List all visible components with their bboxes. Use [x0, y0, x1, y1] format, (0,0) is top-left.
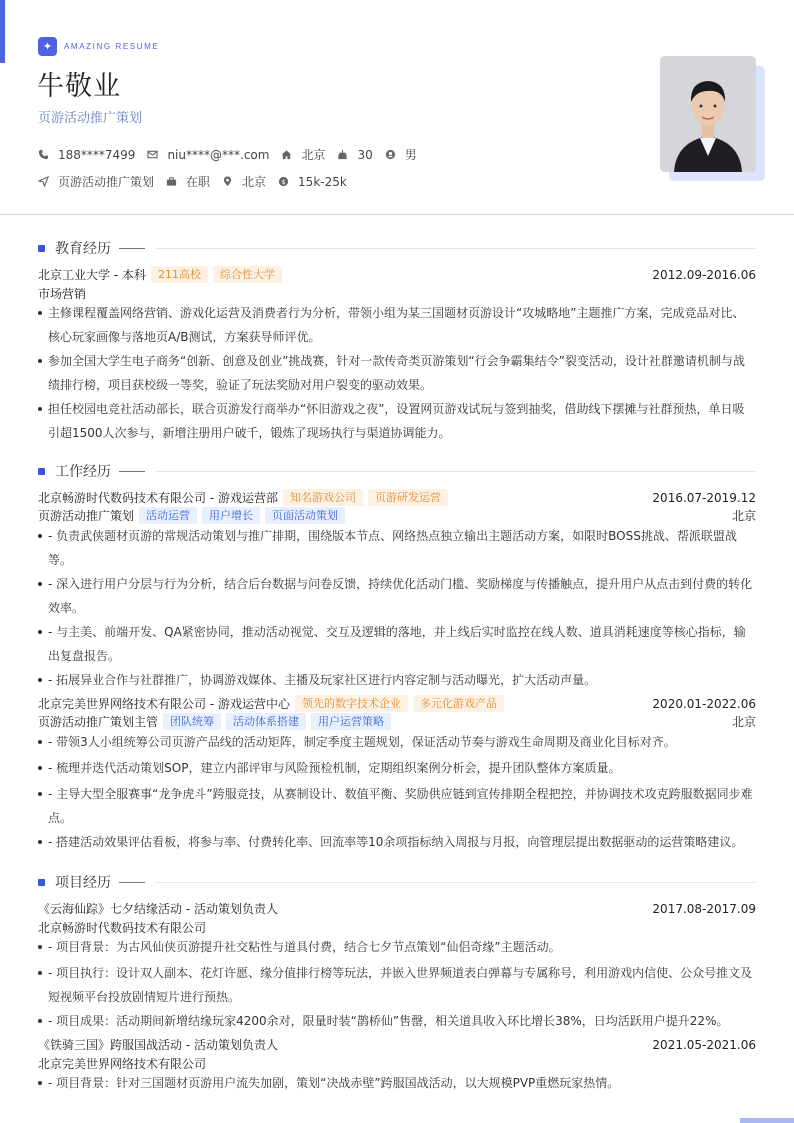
school-tag: 211高校 [151, 266, 208, 283]
target-role-value: 页游活动推广策划 [58, 175, 155, 189]
money-icon [278, 176, 289, 187]
job-bullet: - 主导大型全服赛事“龙争虎斗”跨服竞技，从赛制设计、数值平衡、奖励供应链到宣传排期全程把控，并协调技术攻克跨服数据同步难点。 [38, 782, 756, 830]
job-bullet: - 深入进行用户分层与行为分析，结合后台数据与问卷反馈，持续优化活动门槛、奖励梯度与传播触点，提升用户从点击到付费的转化效率。 [38, 572, 756, 620]
role-tag: 活动运营 [139, 507, 197, 524]
job-city: 北京 [731, 715, 756, 729]
salary-value: 15k-25k [298, 174, 347, 189]
contact-row [38, 146, 429, 163]
section-line [155, 471, 756, 472]
project-bullet: - 项目成果：活动期间新增结缘玩家4200余对，限量时装“鹊桥仙”售罄，相关道具收入环比增长38%，日均活跃用户提升22%。 [38, 1009, 756, 1033]
project-period: 2017.08-2017.09 [652, 901, 756, 916]
brand [38, 37, 159, 56]
project-period: 2021.05-2021.06 [652, 1037, 756, 1052]
intent-row [38, 173, 359, 190]
education-bullet: 主修课程覆盖网络营销、游戏化运营及消费者行为分析，带领小组为某三国题材页游设计“攻城略地”主题推广方案，完成竞品对比、核心玩家画像与落地页A/B测试，方案获导师评优。 [38, 301, 756, 349]
role-tag: 活动体系搭建 [226, 713, 306, 730]
job-role: 页游活动推广策划主管 [38, 715, 159, 729]
job-period: 2020.01-2022.06 [652, 696, 756, 711]
target-city-info [222, 173, 266, 190]
send-icon [38, 176, 49, 187]
avatar [660, 56, 756, 172]
age-info [337, 148, 372, 162]
city-value: 北京 [301, 148, 326, 162]
job-role-row [38, 712, 756, 731]
job-role-row [38, 506, 756, 525]
gender-icon [385, 149, 396, 160]
resume-header [0, 0, 794, 215]
svg-text:$: $ [281, 177, 286, 186]
company-tag: 多元化游戏产品 [413, 695, 504, 712]
job-bullet: - 搭建活动效果评估看板，将参与率、付费转化率、回流率等10余项指标纳入周报与月报，向管理层提出数据驱动的运营策略建议。 [38, 830, 756, 854]
section-projects [38, 872, 756, 892]
role-tag: 用户增长 [202, 507, 260, 524]
candidate-title: 页游活动推广策划 [38, 111, 143, 126]
bottom-accent-bar [740, 1118, 794, 1123]
section-dash [119, 248, 145, 249]
role-tag: 页面活动策划 [265, 507, 345, 524]
job-bullet: - 梳理并迭代活动策划SOP，建立内部评审与风险预检机制，定期组织案例分析会，提升团队整体方案质量。 [38, 756, 756, 780]
job-header [38, 694, 756, 713]
project-name: 《云海仙踪》七夕结缘活动 - 活动策划负责人 [38, 902, 278, 916]
section-dot [38, 468, 45, 475]
job-period: 2016.07-2019.12 [652, 490, 756, 505]
section-work [38, 461, 756, 481]
phone-value: 188****7499 [58, 147, 136, 162]
project-company: 北京畅游时代数码技术有限公司 [38, 921, 207, 935]
gender-info [385, 146, 417, 163]
brand-text: AMAZING RESUME [64, 42, 160, 51]
section-dot [38, 245, 45, 252]
section-dash [119, 471, 145, 472]
target-city-value: 北京 [242, 175, 267, 189]
section-dot [38, 879, 45, 886]
project-bullet: - 项目背景：为古风仙侠页游提升社交粘性与道具付费，结合七夕节点策划“仙侣奇缘”主题活动。 [38, 935, 756, 959]
status-info [166, 173, 210, 190]
role-tag: 团队统筹 [163, 713, 221, 730]
job-bullet: - 带领3人小组统筹公司页游产品线的活动矩阵，制定季度主题规划，保证活动节奏与游戏生命周期及商业化目标对齐。 [38, 730, 756, 754]
job-city: 北京 [731, 509, 756, 523]
home-icon [281, 149, 292, 160]
target-role-info [38, 173, 154, 190]
project-header [38, 899, 756, 918]
age-value: 30 [357, 147, 373, 162]
project-bullet: - 项目执行：设计双人副本、花灯许愿、缘分值排行榜等玩法，并嵌入世界频道表白弹幕与专属称号，利用游戏内信使、公众号推文及短视频平台投放剧情短片进行预热。 [38, 961, 756, 1009]
section-line [155, 882, 756, 883]
section-title-work: 工作经历 [55, 464, 111, 480]
section-title-projects: 项目经历 [55, 875, 111, 891]
gender-value: 男 [404, 148, 417, 162]
company-tag: 知名游戏公司 [283, 489, 363, 506]
company-name: 北京畅游时代数码技术有限公司 - 游戏运营部 [38, 491, 278, 505]
project-bullet: - 项目背景：针对三国题材页游用户流失加剧，策划“决战赤壁”跨服国战活动，以大规模PVP重燃玩家热情。 [38, 1071, 756, 1095]
salary-info [278, 175, 347, 189]
phone-info [38, 148, 135, 162]
section-line [155, 248, 756, 249]
education-bullet: 参加全国大学生电子商务“创新、创意及创业”挑战赛，针对一款传奇类页游策划“行会争霸集结令”裂变活动，设计社群邀请机制与战绩排行榜，项目获校级一等奖，验证了玩法奖励对用户裂变的驱动效果。 [38, 349, 756, 397]
briefcase-icon [166, 176, 177, 187]
education-bullet: 担任校园电竞社活动部长，联合页游发行商举办“怀旧游戏之夜”，设置网页游戏试玩与签到抽奖，借助线下摆摊与社群预热，单日吸引超1500人次参与，新增注册用户破千，锻炼了现场执行与渠道协调能力。 [38, 397, 756, 445]
mail-icon [147, 149, 158, 160]
company-tag: 页游研发运营 [368, 489, 448, 506]
project-company: 北京完美世界网络技术有限公司 [38, 1057, 207, 1071]
education-header [38, 265, 756, 284]
job-bullet: - 与主美、前端开发、QA紧密协同，推动活动视觉、交互及逻辑的落地，并上线后实时监控在线人数、道具消耗速度等核心指标，输出复盘报告。 [38, 620, 756, 668]
role-tag: 用户运营策略 [311, 713, 391, 730]
section-dash [119, 882, 145, 883]
job-bullet: - 拓展异业合作与社群推广，协调游戏媒体、主播及玩家社区进行内容定制与活动曝光，扩大活动声量。 [38, 668, 756, 692]
phone-icon [38, 149, 49, 160]
school-name: 北京工业大学 - 本科 [38, 268, 146, 282]
brand-logo-icon: ✦ [38, 37, 57, 56]
company-tag: 领先的数字技术企业 [295, 695, 408, 712]
email-info [147, 148, 269, 162]
school-tag: 综合性大学 [213, 266, 282, 283]
job-role: 页游活动推广策划 [38, 509, 135, 523]
job-bullet: - 负责武侠题材页游的常规活动策划与推广排期，围绕版本节点、网络热点独立输出主题活动方案，如限时BOSS挑战、帮派联盟战等。 [38, 524, 756, 572]
email-value: niu****@***.com [167, 147, 270, 162]
company-name: 北京完美世界网络技术有限公司 - 游戏运营中心 [38, 697, 290, 711]
job-header [38, 488, 756, 507]
city-info [281, 146, 325, 163]
section-education [38, 238, 756, 258]
project-name: 《铁骑三国》跨服国战活动 - 活动策划负责人 [38, 1038, 278, 1052]
location-pin-icon [222, 176, 233, 187]
cake-icon [337, 149, 348, 160]
project-header [38, 1035, 756, 1054]
section-title-education: 教育经历 [55, 241, 111, 257]
education-major: 市场营销 [38, 287, 87, 301]
status-value: 在职 [186, 175, 211, 189]
candidate-name: 牛敬业 [37, 71, 121, 102]
education-period: 2012.09-2016.06 [652, 267, 756, 282]
